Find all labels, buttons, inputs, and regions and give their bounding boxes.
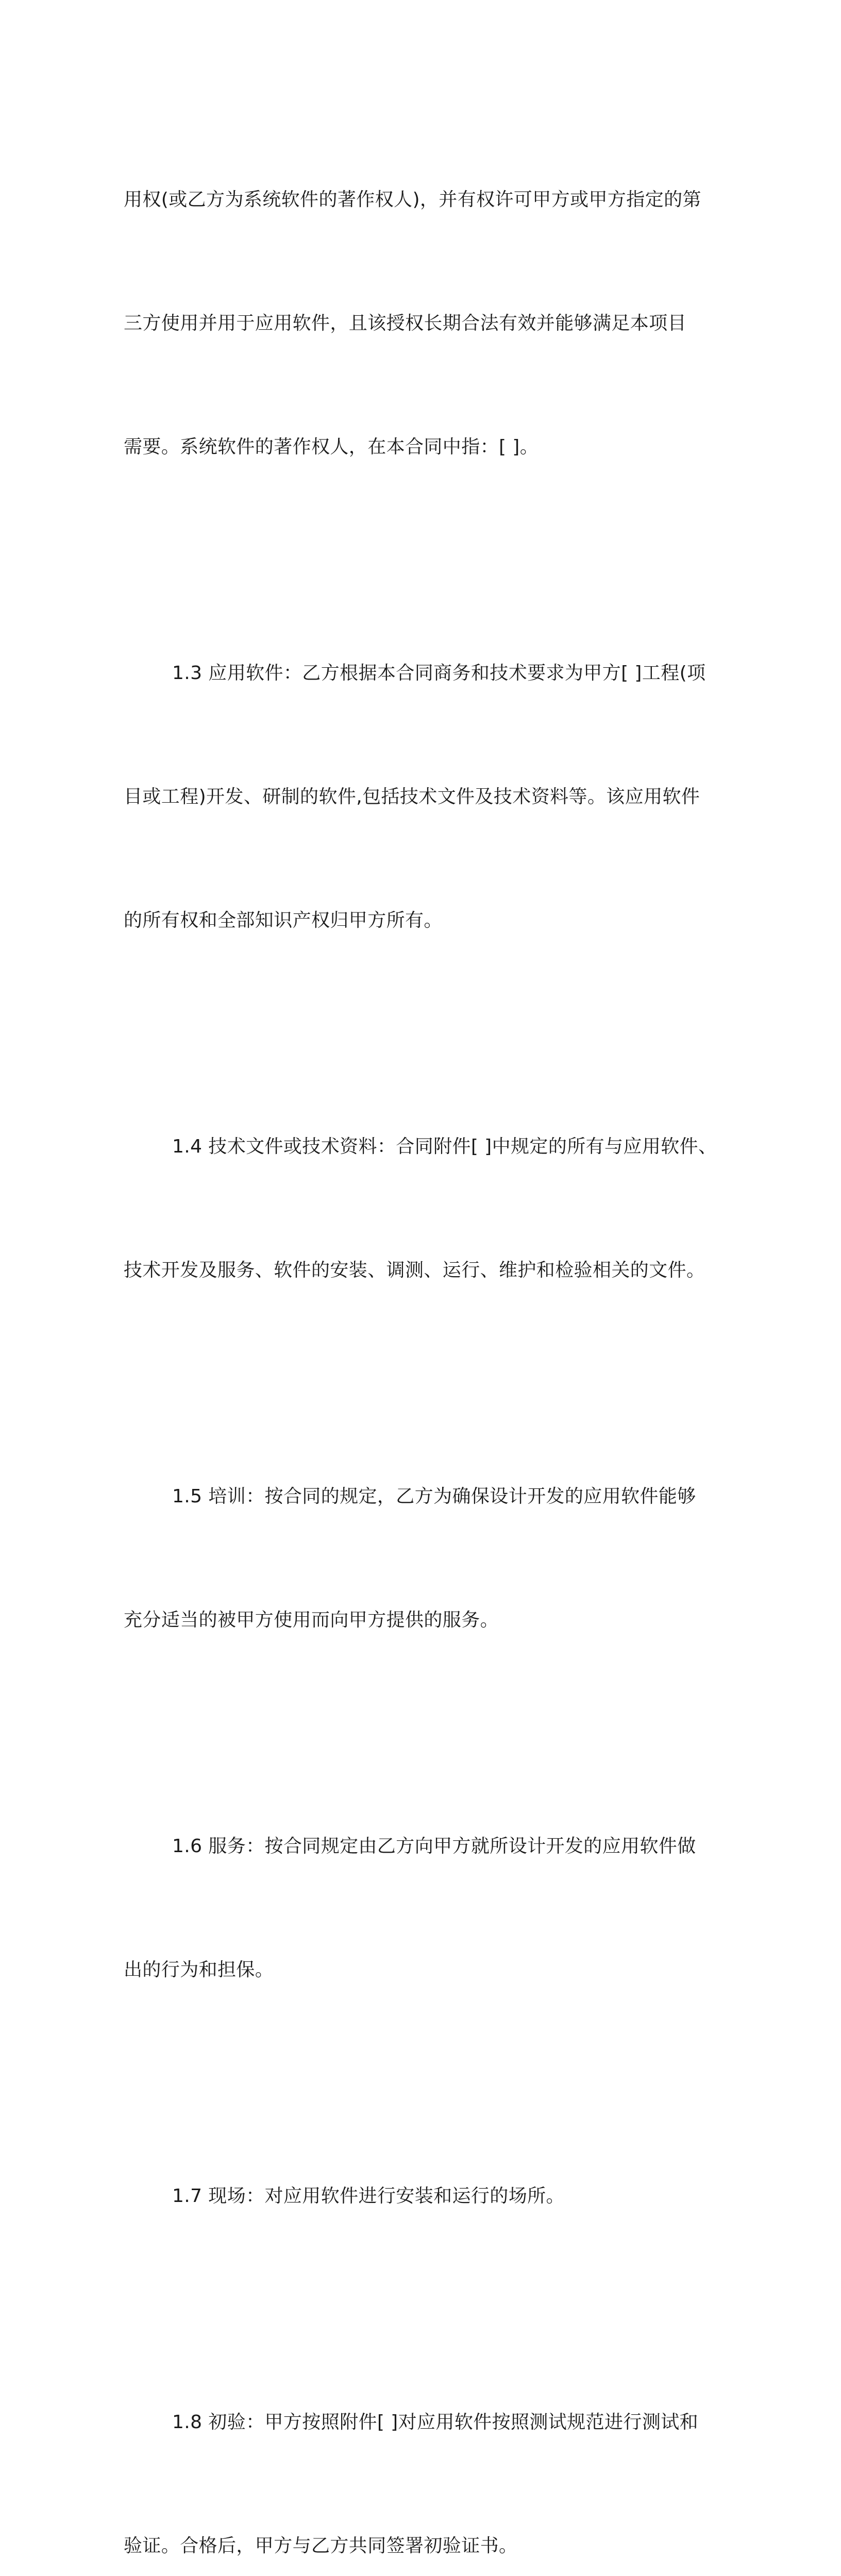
- paragraph-1-4: [124, 1044, 721, 1374]
- document-body: [124, 97, 721, 2576]
- paragraph-line: 的所有权和全部知识产权归甲方所有。: [124, 910, 443, 931]
- paragraph-line: 1.8 初验：甲方按照附件[ ]对应用软件按照测试规范进行测试和: [172, 2412, 699, 2433]
- paragraph-line: 验证。合格后，甲方与乙方共同签署初验证书。: [124, 2535, 518, 2556]
- paragraph-line: 三方使用并用于应用软件，且该授权长期合法有效并能够满足本项目: [124, 313, 687, 334]
- paragraph-line: 出的行为和担保。: [124, 1959, 274, 1980]
- paragraph-line: 需要。系统软件的著作权人，在本合同中指：[ ]。: [124, 436, 539, 457]
- paragraph-line: 技术开发及服务、软件的安装、调测、运行、维护和检验相关的文件。: [124, 1260, 705, 1281]
- paragraph-line: 1.7 现场：对应用软件进行安装和运行的场所。: [172, 2185, 565, 2207]
- paragraph-line: 1.6 服务：按合同规定由乙方向甲方就所设计开发的应用软件做: [172, 1836, 696, 1857]
- paragraph-line: 用权(或乙方为系统软件的著作权人)，并有权许可甲方或甲方指定的第: [124, 189, 701, 210]
- paragraph-intro: [124, 97, 721, 550]
- paragraph-1-7: [124, 2093, 721, 2299]
- paragraph-1-8: [124, 2319, 721, 2576]
- paragraph-line: 目或工程)开发、研制的软件,包括技术文件及技术资料等。该应用软件: [124, 786, 700, 807]
- paragraph-line: 1.3 应用软件：乙方根据本合同商务和技术要求为甲方[ ]工程(项: [172, 663, 706, 684]
- paragraph-1-3: [124, 570, 721, 1024]
- paragraph-line: 充分适当的被甲方使用而向甲方提供的服务。: [124, 1609, 499, 1631]
- paragraph-1-6: [124, 1743, 721, 2073]
- paragraph-1-5: [124, 1394, 721, 1723]
- paragraph-line: 1.5 培训：按合同的规定，乙方为确保设计开发的应用软件能够: [172, 1486, 696, 1507]
- paragraph-line: 1.4 技术文件或技术资料：合同附件[ ]中规定的所有与应用软件、: [172, 1136, 717, 1157]
